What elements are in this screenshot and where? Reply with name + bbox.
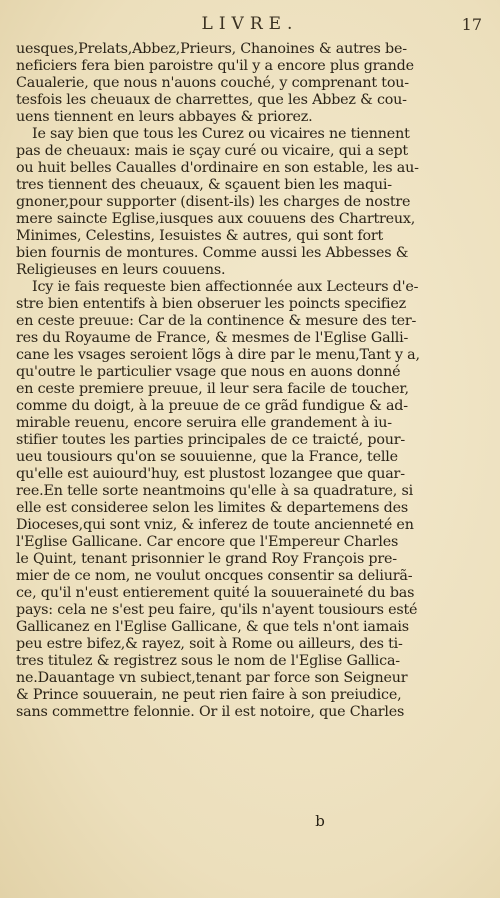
text-line: tres titulez & registrez sous le nom de l'Eglise Gallica- (16, 653, 400, 669)
text-line: Dioceses,qui sont vniz, & inferez de toute ancienneté en (16, 517, 414, 533)
text-line: bien fournis de montures. Comme aussi les Abbesses & (16, 245, 409, 261)
body-text (16, 41, 488, 721)
text-line: stifier toutes les parties principales de ce traicté, pour- (16, 432, 406, 448)
text-line: comme du doigt, à la preuue de ce grãd fundigue & ad- (16, 398, 408, 414)
text-line: neficiers fera bien paroistre qu'il y a encore plus grande (16, 58, 414, 74)
text-line: Icy ie fais requeste bien affectionnée aux Lecteurs d'e- (32, 279, 419, 295)
text-line: Minimes, Celestins, Iesuistes & autres, qui sont fort (16, 228, 384, 244)
text-line: uesques,Prelats,Abbez,Prieurs, Chanoines & autres be- (16, 41, 407, 57)
signature-mark: b (315, 812, 325, 830)
text-line: ne.Dauantage vn subiect,tenant par force son Seigneur (16, 670, 408, 686)
text-line: tesfois les cheuaux de charrettes, que les Abbez & cou- (16, 92, 407, 108)
text-line: ou huit belles Caualles d'ordinaire en son estable, les au- (16, 160, 419, 176)
text-line: le Quint, tenant prisonnier le grand Roy François pre- (16, 551, 397, 567)
text-line: pas de cheuaux: mais ie sçay curé ou vicaire, qui a sept (16, 143, 408, 159)
text-line: cane les vsages seroient lõgs à dire par le menu,Tant y a, (16, 347, 420, 363)
text-line: tres tiennent des cheuaux, & sçauent bien les maqui- (16, 177, 392, 193)
text-line: Religieuses en leurs couuens. (16, 262, 226, 278)
text-line: & Prince souuerain, ne peut rien faire à son preiudice, (16, 687, 402, 703)
text-line: Ie say bien que tous les Curez ou vicaires ne tiennent (32, 126, 410, 142)
page-header (0, 14, 500, 38)
text-line: Caualerie, que nous n'auons couché, y comprenant tou- (16, 75, 409, 91)
text-line: uens tiennent en leurs abbayes & priorez. (16, 109, 313, 125)
text-line: en ceste preuue: Car de la continence & mesure des ter- (16, 313, 417, 329)
text-line: qu'outre le particulier vsage que nous en auons donné (16, 364, 401, 380)
running-title: LIVRE. (201, 14, 299, 34)
text-line: mirable reuenu, encore seruira elle grandement à iu- (16, 415, 392, 431)
text-line: pays: cela ne s'est peu faire, qu'ils n'ayent tousiours esté (16, 602, 418, 618)
text-line: peu estre bifez,& rayez, soit à Rome ou ailleurs, des ti- (16, 636, 403, 652)
text-line: ce, qu'il n'eust entierement quité la souueraineté du bas (16, 585, 415, 601)
page-number: 17 (461, 15, 482, 34)
text-line: qu'elle est auiourd'huy, est plustost lozangee que quar- (16, 466, 405, 482)
text-line: l'Eglise Gallicane. Car encore que l'Empereur Charles (16, 534, 399, 550)
text-line: en ceste premiere preuue, il leur sera facile de toucher, (16, 381, 409, 397)
text-line: mier de ce nom, ne voulut oncques consentir sa deliurã- (16, 568, 413, 584)
text-line: gnoner,pour supporter (disent-ils) les charges de nostre (16, 194, 411, 210)
text-line: elle est consideree selon les limites & departemens des (16, 500, 409, 516)
text-line: ueu tousiours qu'on se souuienne, que la France, telle (16, 449, 398, 465)
text-line: ree.En telle sorte neantmoins qu'elle à sa quadrature, si (16, 483, 413, 499)
text-line: sans commettre felonnie. Or il est notoire, que Charles (16, 704, 405, 720)
text-line: Gallicanez en l'Eglise Gallicane, & que tels n'ont iamais (16, 619, 409, 635)
text-line: mere saincte Eglise,iusques aux couuens des Chartreux, (16, 211, 416, 227)
text-line: stre bien ententifs à bien obseruer les poincts specifiez (16, 296, 406, 312)
text-line: res du Royaume de France, & mesmes de l'Eglise Galli- (16, 330, 409, 346)
